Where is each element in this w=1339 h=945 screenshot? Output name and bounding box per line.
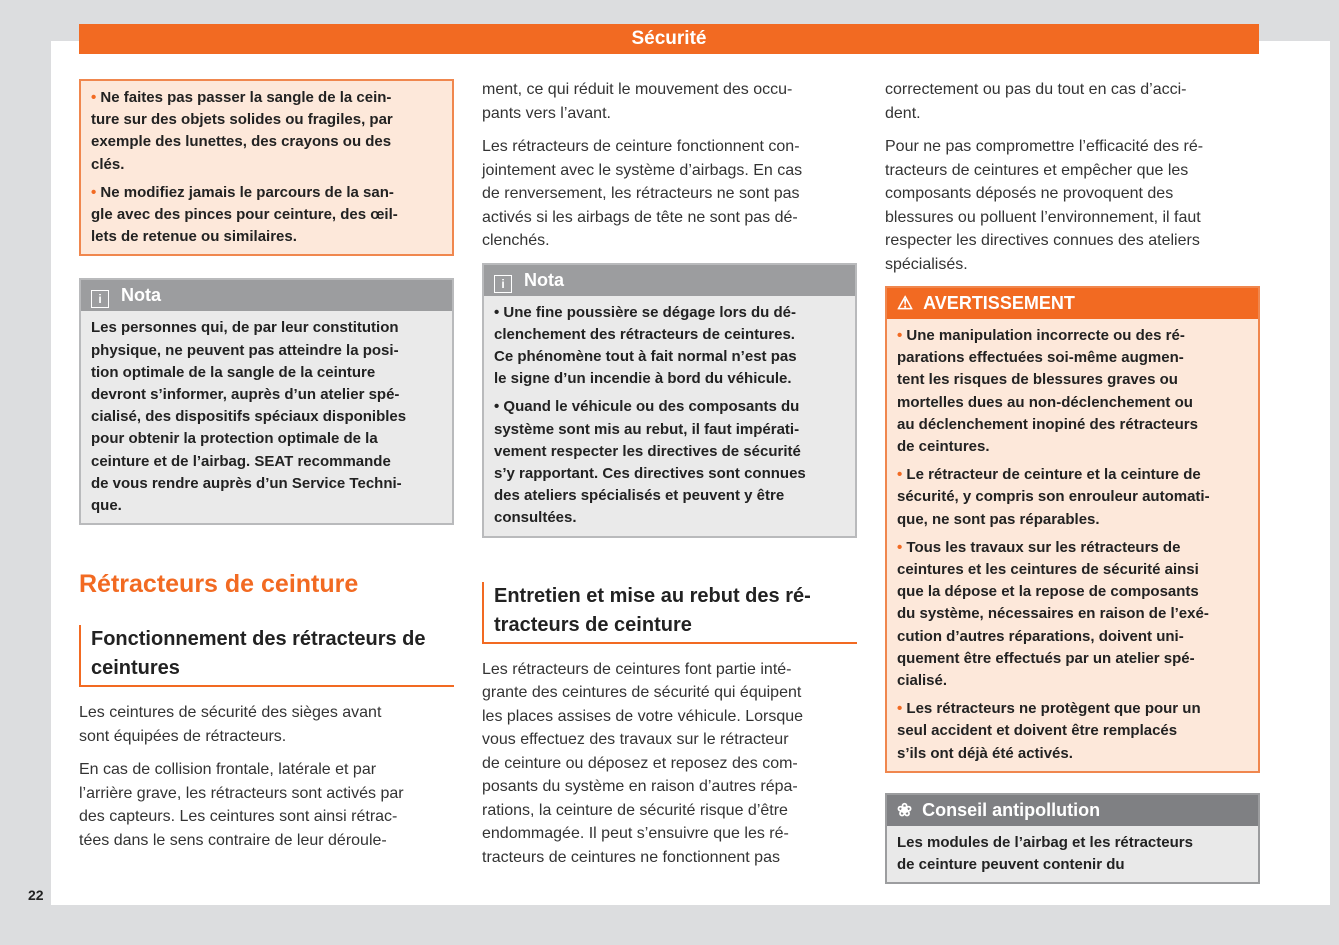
nota-item-text: Quand le véhicule ou des composants du système sont mis au rebut, il faut impérati- vement respecter les directives de sécurité s’y rapportant. Ces directives sont connues des ateliers spécialisés et peuvent y être consultées.: [494, 398, 806, 527]
warning-title: AVERTISSEMENT: [923, 293, 1075, 313]
warning-item: • Le rétracteur de ceinture et la ceinture de sécurité, y compris son enrouleur automati- que, ne sont pas réparables.: [897, 466, 1210, 528]
warning-text: Une manipulation incorrecte ou des ré- parations effectuées soi-même augmen- tent les risques de blessures graves ou mortelles dues au non-déclenchement ou au déclenchement inopiné des rétracteurs de ceintures.: [897, 327, 1198, 456]
info-icon: i: [91, 290, 109, 308]
warning-triangle-icon: ⚠: [897, 293, 914, 313]
nota-text: Les personnes qui, de par leur constitution physique, ne peuvent pas atteindre la posi- tion optimale de la sangle de la ceinture devront s’informer, auprès d’un atelier spé- cialisé, des dispositifs spéciaux disponibles pour obtenir la protection optimale de la ceinture et de l’airbag. SEAT recommande de vous rendre auprès d’un Service Techni- que.: [91, 319, 407, 515]
warning-item: • Ne modifiez jamais le parcours de la san- gle avec des pinces pour ceinture, des œil- lets de retenue ou similaires.: [91, 183, 398, 246]
eco-tip-box: [885, 793, 1260, 884]
subsection-title: Entretien et mise au rebut des ré- tracteurs de ceinture: [482, 582, 857, 644]
info-icon: i: [494, 275, 512, 293]
warning-item: • Une manipulation incorrecte ou des ré- parations effectuées soi-même augmen- tent les risques de blessures graves ou mortelles dues au non-déclenchement ou au déclenchement inopiné des rétracteurs de ceintures.: [897, 327, 1198, 456]
eco-tip-title: Conseil antipollution: [922, 799, 1101, 820]
warning-text: Le rétracteur de ceinture et la ceinture de sécurité, y compris son enrouleur automati- que, ne sont pas réparables.: [897, 466, 1210, 528]
paragraph: Les rétracteurs de ceinture fonctionnent con- jointement avec le système d’airbags. En cas de renversement, les rétracteurs ne sont pas activés si les airbags de tête ne sont pas dé- clenchés.: [482, 138, 803, 249]
paragraph: En cas de collision frontale, latérale et par l’arrière grave, les rétracteurs sont activés par des capteurs. Les ceintures sont ainsi rétrac- tées dans le sens contraire de leur déroule-: [79, 761, 404, 849]
warning-item: • Les rétracteurs ne protègent que pour un seul accident et doivent être remplacés s’ils ont déjà été activés.: [897, 700, 1201, 762]
nota-title: Nota: [121, 285, 161, 306]
eco-tip-text: Les modules de l’airbag et les rétracteurs de ceinture peuvent contenir du: [897, 833, 1193, 874]
section-header: Sécurité: [79, 24, 1259, 54]
nota-header: [81, 280, 452, 311]
warning-item: • Ne faites pas passer la sangle de la cein- ture sur des objets solides ou fragiles, par exemple des lunettes, des crayons ou des clés.: [91, 89, 393, 173]
warning-box: [79, 79, 454, 256]
nota-item-text: Une fine poussière se dégage lors du dé- clenchement des rétracteurs de ceintures. Ce phénomène tout à fait normal n’est pas le signe d’un incendie à bord du véhicule.: [494, 303, 797, 388]
paragraph: ment, ce qui réduit le mouvement des occu- pants vers l’avant.: [482, 81, 793, 122]
nota-item: • Une fine poussière se dégage lors du dé- clenchement des rétracteurs de ceintures. Ce phénomène tout à fait normal n’est pas le signe d’un incendie à bord du véhicule.: [494, 303, 797, 388]
column-3: [885, 78, 1260, 884]
nota-box: [79, 278, 454, 525]
eco-tip-header: [887, 795, 1258, 826]
paragraph: Pour ne pas compromettre l’efficacité des ré- tracteurs de ceintures et empêcher que les composants déposés ne provoquent des blessures ou polluent l’environnement, il faut respecter les directives connues des ateliers spécialisés.: [885, 138, 1204, 273]
page-number: 22: [28, 887, 44, 903]
paragraph: correctement ou pas du tout en cas d’acci- dent.: [885, 81, 1187, 122]
warning-item: • Tous les travaux sur les rétracteurs de ceintures et les ceintures de sécurité ainsi que la dépose et la repose de composants du système, nécessaires en raison de l’exé- cution d’autres réparations, doivent uni- quement être effectués par un atelier spé- cialisé.: [897, 538, 1209, 690]
warning-text: Tous les travaux sur les rétracteurs de ceintures et les ceintures de sécurité ainsi que la dépose et la repose de composants du système, nécessaires en raison de l’exé- cution d’autres réparations, doivent uni- quement être effectués par un atelier spé- cialisé.: [897, 538, 1209, 690]
warning-text: Ne modifiez jamais le parcours de la san- gle avec des pinces pour ceinture, des œil- lets de retenue ou similaires.: [91, 183, 398, 246]
subsection-title: Fonctionnement des rétracteurs de ceintures: [79, 625, 454, 687]
warning-text: Ne faites pas passer la sangle de la cein- ture sur des objets solides ou fragiles, par exemple des lunettes, des crayons ou des clés.: [91, 89, 393, 173]
flower-icon: ❀: [897, 799, 913, 820]
warning-text: Les rétracteurs ne protègent que pour un seul accident et doivent être remplacés s’ils ont déjà été activés.: [897, 700, 1201, 762]
column-2: [482, 78, 857, 869]
nota-header: [484, 265, 855, 296]
warning-box: [885, 286, 1260, 773]
nota-item: • Quand le véhicule ou des composants du système sont mis au rebut, il faut impérati- vement respecter les directives de sécurité s’y rapportant. Ces directives sont connues des ateliers spécialisés et peuvent y être consultées.: [494, 398, 806, 527]
paragraph: Les ceintures de sécurité des sièges avant sont équipées de rétracteurs.: [79, 704, 382, 745]
col1-body: [79, 701, 454, 862]
warning-header: [887, 288, 1258, 319]
nota-box: [482, 263, 857, 538]
paragraph: Les rétracteurs de ceintures font partie inté- grante des ceintures de sécurité qui équipent les places assises de votre véhicule. Lorsque vous effectuez des travaux sur le rétracteur de ceinture ou déposez et reposez des com- posants du système en raison d’autres répa- rations, la ceinture de sécurité risque d’être endommagée. Il peut s’ensuivre que les ré- tracteurs de ceintures ne fonctionnent pas: [482, 660, 804, 866]
column-1: [79, 79, 454, 862]
nota-title: Nota: [524, 269, 564, 290]
section-title: Rétracteurs de ceinture: [79, 570, 359, 599]
